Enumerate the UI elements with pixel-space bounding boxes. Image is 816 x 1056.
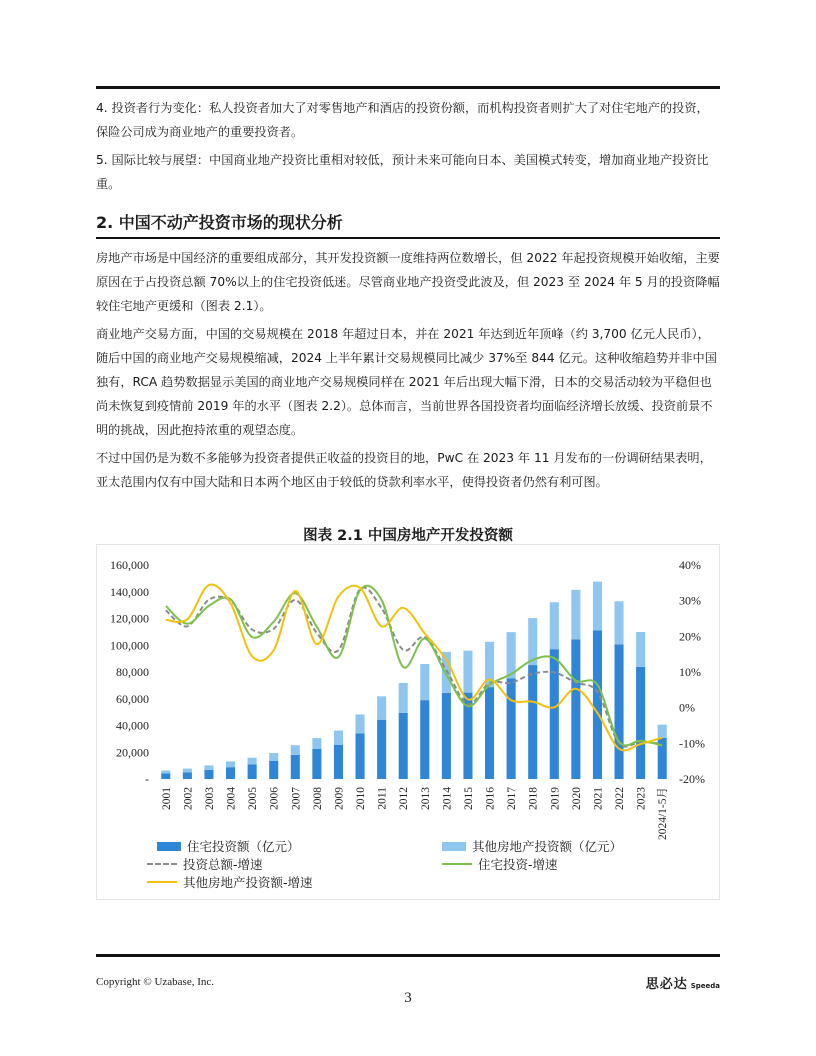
legend-swatch <box>442 842 466 851</box>
x-tick-label: 2020 <box>570 787 583 810</box>
legend-other-investment <box>442 837 622 855</box>
bar-other-investment <box>161 771 170 774</box>
line-total-growth <box>166 588 662 747</box>
paragraph-investor-behavior: 4. 投资者行为变化：私人投资者加大了对零售地产和酒店的投资份额，而机构投资者则扩大了对住宅地产的投资，保险公司成为商业地产的重要投资者。 <box>96 101 709 139</box>
x-tick-label: 2015 <box>462 787 475 810</box>
bar-residential <box>161 773 170 779</box>
bar-residential <box>485 687 494 779</box>
y-right-tick-label: 30% <box>679 593 701 608</box>
bar-residential <box>593 630 602 779</box>
bar-other-investment <box>442 652 451 693</box>
y-left-tick-label: 120,000 <box>110 611 149 626</box>
legend-other-growth <box>147 873 313 891</box>
bar-residential <box>550 649 559 779</box>
bar-other-investment <box>204 765 213 770</box>
footer-rule <box>96 954 720 957</box>
bar-other-investment <box>463 651 472 693</box>
bar-residential <box>615 644 624 779</box>
legend-swatch <box>442 863 472 865</box>
bar-residential <box>528 665 537 779</box>
x-tick-label: 2022 <box>614 787 627 810</box>
bar-residential <box>312 749 321 779</box>
bar-residential <box>291 755 300 779</box>
line-residential-growth <box>166 586 662 746</box>
x-tick-label: 2017 <box>506 787 519 810</box>
copyright-text: Copyright © Uzabase, Inc. <box>96 976 215 988</box>
bar-residential <box>636 667 645 779</box>
legend-label: 住宅投资额（亿元） <box>187 839 300 854</box>
x-tick-label: 2013 <box>419 787 432 810</box>
x-tick-label: 2010 <box>355 787 368 810</box>
x-tick-label: 2007 <box>290 787 303 810</box>
legend-swatch <box>147 863 177 865</box>
x-tick-label: 2012 <box>398 787 411 810</box>
line-other-growth <box>166 585 662 751</box>
y-right-tick-label: -20% <box>679 772 705 786</box>
chart-container <box>96 544 720 900</box>
x-tick-label: 2019 <box>549 787 562 810</box>
legend-residential <box>157 837 300 855</box>
bar-residential <box>377 720 386 779</box>
y-right-tick-label: -10% <box>679 736 705 751</box>
bar-residential <box>507 678 516 779</box>
bar-residential <box>183 772 192 779</box>
bar-other-investment <box>269 753 278 761</box>
x-tick-label: 2005 <box>247 787 260 810</box>
legend-swatch <box>157 842 181 851</box>
x-tick-label: 2016 <box>484 787 497 810</box>
paragraph-market-overview: 房地产市场是中国经济的重要组成部分，其开发投资额一度维持两位数增长，但 2022 年起投资规模开始收缩，主要原因在于占投资总额 70%以上的住宅投资低迷。尽管商业地产投资受此波及，但 2023 至 2024 年 5 月的投资降幅较住宅地产更缓和（图表 2.1）。 <box>96 251 720 313</box>
x-tick-label: 2001 <box>160 787 173 810</box>
legend-label: 其他房地产投资额-增速 <box>183 875 313 890</box>
bar-other-investment <box>377 696 386 719</box>
bar-residential <box>334 745 343 779</box>
y-left-tick-label: 40,000 <box>116 718 149 733</box>
top-rule <box>96 86 720 89</box>
y-right-tick-label: 40% <box>679 558 701 572</box>
chart-title: 图表 2.1 中国房地产开发投资额 <box>303 528 513 544</box>
bar-residential <box>226 767 235 779</box>
x-tick-label: 2011 <box>376 787 389 810</box>
y-left-tick-label: 140,000 <box>110 584 149 599</box>
legend-label: 投资总额-增速 <box>183 857 263 872</box>
bar-residential <box>356 733 365 779</box>
bar-other-investment <box>226 761 235 767</box>
paragraph-transactions: 商业地产交易方面，中国的交易规模在 2018 年超过日本，并在 2021 年达到近年顶峰（约 3,700 亿元人民币），随后中国的商业地产交易规模缩减，2024 上半年累计交易规模同比减少 37%至 844 亿元。这种收缩趋势并非中国独有，RCA 趋势数据显示美国的商业地产交易规模同样在 2021 年后出现大幅下滑，日本的交易活动较为平稳但也尚未恢复到疫情前 2019 年的水平（图表 2.2）。总体而言，当前世界各国投资者均面临经济增长放缓、投资前景不明的挑战，因此抱持浓重的观望态度。 <box>96 327 717 437</box>
y-left-tick-label: 20,000 <box>116 745 149 760</box>
page-number: 3 <box>404 990 412 1006</box>
bar-residential <box>204 770 213 779</box>
bar-other-investment <box>312 738 321 749</box>
bar-residential <box>248 764 257 779</box>
x-tick-label: 2024/1-5月 <box>657 787 670 841</box>
x-tick-label: 2014 <box>441 787 454 810</box>
brand-name-zh: 思必达 <box>645 977 688 992</box>
bar-other-investment <box>636 632 645 667</box>
y-right-tick-label: 20% <box>679 629 701 644</box>
bar-other-investment <box>183 769 192 773</box>
x-tick-label: 2018 <box>527 787 540 810</box>
y-right-tick-label: 10% <box>679 665 701 679</box>
y-left-tick-label: 60,000 <box>116 691 149 706</box>
bar-residential <box>571 639 580 779</box>
x-tick-label: 2023 <box>635 787 648 810</box>
bar-other-investment <box>571 590 580 639</box>
bar-residential <box>269 761 278 779</box>
x-tick-label: 2003 <box>203 787 216 810</box>
bar-other-investment <box>420 664 429 700</box>
x-tick-label: 2006 <box>268 787 281 810</box>
x-tick-label: 2008 <box>311 787 324 810</box>
y-left-tick-label: 160,000 <box>110 558 149 572</box>
y-right-tick-label: 0% <box>679 700 695 715</box>
y-left-tick-label: 100,000 <box>110 638 149 653</box>
section-heading-rule <box>96 237 720 239</box>
paragraph-pwc: 不过中国仍是为数不多能够为投资者提供正收益的投资目的地，PwC 在 2023 年 11 月发布的一份调研结果表明，亚太范围内仅有中国大陆和日本两个地区由于较低的贷款利率水平，使得投资者仍然有利可图。 <box>96 451 712 489</box>
legend-label: 其他房地产投资额（亿元） <box>472 839 623 854</box>
bar-residential <box>399 713 408 779</box>
paragraph-international-comparison: 5. 国际比较与展望：中国商业地产投资比重相对较低，预计未来可能向日本、美国模式转变，增加商业地产投资比重。 <box>96 153 709 191</box>
bar-other-investment <box>593 582 602 631</box>
bar-other-investment <box>334 731 343 745</box>
x-tick-label: 2021 <box>592 787 605 810</box>
y-left-tick-label: - <box>145 772 149 786</box>
bar-residential <box>442 693 451 779</box>
bar-other-investment <box>615 601 624 644</box>
legend-label: 住宅投资-增速 <box>478 857 558 872</box>
y-left-tick-label: 80,000 <box>116 665 149 679</box>
bar-other-investment <box>248 758 257 765</box>
bar-residential <box>420 700 429 779</box>
legend-swatch <box>147 881 177 883</box>
legend-total-growth <box>147 855 263 873</box>
section-heading: 2. 中国不动产投资市场的现状分析 <box>96 213 343 232</box>
x-tick-label: 2009 <box>333 787 346 810</box>
bar-other-investment <box>550 602 559 649</box>
bar-other-investment <box>291 745 300 755</box>
legend-residential-growth <box>442 855 558 873</box>
x-tick-label: 2002 <box>182 787 195 810</box>
bar-other-investment <box>658 725 667 738</box>
bar-other-investment <box>356 714 365 733</box>
x-tick-label: 2004 <box>225 787 238 810</box>
bar-other-investment <box>399 683 408 713</box>
brand-name-en: Speeda <box>690 982 720 990</box>
